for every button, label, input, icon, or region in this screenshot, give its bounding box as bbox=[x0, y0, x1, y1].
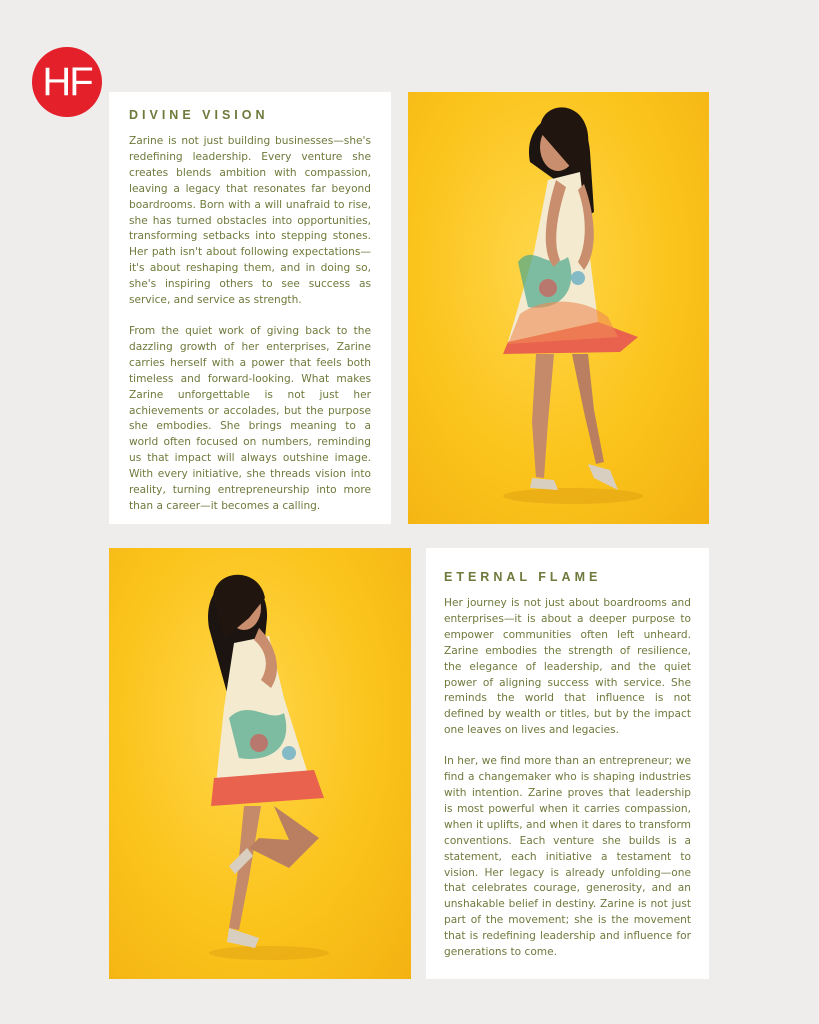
paragraph: In her, we find more than an entrepreneur; we find a changemaker who is shaping industries with intention. Zarine proves that leadership is most powerful when it carries compassion, when it uplifts, and when it dares to transform conventions. Each venture she builds is a statement, each initiative a testament to vision. Her legacy is already unfolding—one that celebrates courage, generosity, and an unshakable belief in destiny. Zarine is not just part of the movement; she is the movement that is redefining leadership and influence for generations to come. bbox=[444, 755, 691, 959]
section-heading-eternal-flame: ETERNAL FLAME bbox=[444, 570, 602, 584]
divine-vision-card bbox=[109, 92, 391, 524]
hf-logo bbox=[32, 47, 102, 117]
woman-in-floral-dress-image bbox=[408, 92, 709, 524]
logo-text: HF bbox=[42, 60, 92, 104]
eternal-flame-card bbox=[426, 548, 709, 979]
paragraph: Zarine is not just building businesses—she's redefining leadership. Every venture she creates blends ambition with compassion, leaving a legacy that resonates far beyond boardrooms. Born with a will unafraid to rise, she has turned obstacles into opportunities, transforming setbacks into stepping stones. Her path isn't about following expectations—it's about reshaping them, and in doing so, she's inspiring others to see success as service, and service as strength. bbox=[129, 135, 371, 307]
woman-in-floral-dress-pose-image bbox=[109, 548, 411, 979]
paragraph: From the quiet work of giving back to the dazzling growth of her enterprises, Zarine carries herself with a power that feels both timeless and forward-looking. What makes Zarine unforgettable is not just her achievements or accolades, but the purpose she embodies. She brings meaning to a world often focused on numbers, reminding us that impact will always outshine image. With every initiative, she threads vision into reality, turning entrepreneurship into more than a career—it becomes a calling. bbox=[129, 324, 371, 512]
portrait-photo-back-view bbox=[408, 92, 709, 524]
section-heading-divine-vision: DIVINE VISION bbox=[129, 108, 269, 122]
paragraph: Her journey is not just about boardrooms and enterprises—it is about a deeper purpose to empower communities often left unheard. Zarine embodies the strength of resilience, the elegance of leadership, and the quiet power of aligning success with service. She reminds the world that influence is not defined by wealth or titles, but by the impact one leaves on lives and legacies. bbox=[444, 597, 691, 737]
portrait-photo-side-view bbox=[109, 548, 411, 979]
